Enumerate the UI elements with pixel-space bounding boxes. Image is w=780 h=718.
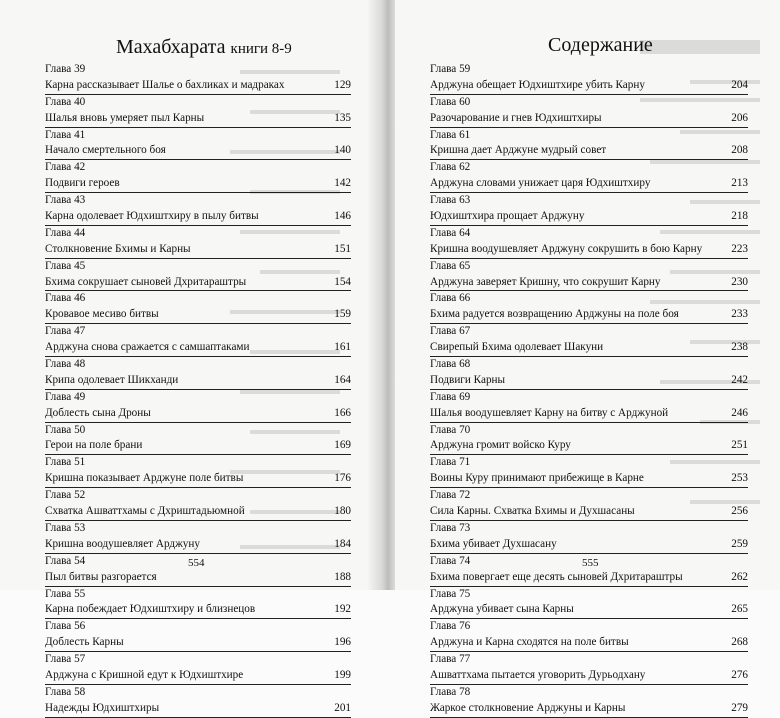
toc-chapter-heading: Глава 63 [430, 194, 471, 207]
toc-chapter-heading: Глава 50 [45, 423, 86, 436]
toc-entry-page: 265 [731, 603, 748, 616]
toc-entry [45, 209, 351, 226]
toc-entry-title: Крипа одолевает Шикханди [45, 373, 179, 386]
toc-entry [430, 111, 748, 128]
toc-entry-title: Герои на поле брани [45, 439, 143, 452]
toc-entry-title: Надежды Юдхиштхиры [45, 701, 160, 714]
toc-chapter-heading: Глава 65 [430, 259, 471, 272]
toc-chapter-heading: Глава 60 [430, 95, 471, 108]
right-page-title: Содержание [548, 34, 653, 56]
toc-entry-title: Юдхиштхира прощает Арджуну [430, 210, 585, 223]
toc-entry-page: 230 [731, 275, 748, 288]
toc-chapter-heading: Глава 51 [45, 456, 86, 469]
toc-entry [45, 471, 351, 488]
toc-entry [430, 242, 748, 259]
toc-chapter-heading: Глава 62 [430, 161, 471, 174]
toc-chapter-heading: Глава 44 [45, 226, 86, 239]
toc-entry [45, 373, 351, 390]
toc-chapter-heading: Глава 75 [430, 587, 471, 600]
toc-entry-page: 129 [334, 78, 351, 91]
toc-entry-title: Бхима радуется возвращению Арджуны на поле боя [430, 308, 679, 321]
toc-chapter-heading: Глава 41 [45, 128, 86, 141]
toc-entry-title: Доблесть сына Дроны [45, 406, 151, 419]
toc-chapter-heading: Глава 73 [430, 521, 471, 534]
toc-entry-title: Карна побеждает Юдхиштхиру и близнецов [45, 603, 256, 616]
toc-entry [430, 438, 748, 455]
toc-entry-page: 151 [334, 242, 351, 255]
toc-chapter-heading: Глава 74 [430, 554, 471, 567]
toc-entry-page: 192 [334, 603, 351, 616]
toc-chapter-heading: Глава 46 [45, 292, 86, 305]
toc-entry [430, 701, 748, 718]
toc-entry-title: Кришна показывает Арджуне поле битвы [45, 472, 244, 485]
toc-entry-page: 268 [731, 636, 748, 649]
toc-entry-title: Кришна воодушевляет Арджуну сокрушить в бою Карну [430, 242, 703, 255]
toc-entry-page: 196 [334, 636, 351, 649]
right-toc-list [430, 62, 748, 718]
toc-entry-page: 204 [731, 78, 748, 91]
toc-entry-page: 169 [334, 439, 351, 452]
toc-entry [45, 602, 351, 619]
toc-entry [45, 504, 351, 521]
toc-entry-title: Арджуна убивает сына Карны [430, 603, 574, 616]
toc-entry-title: Арджуна с Кришной едут к Юдхиштхире [45, 668, 244, 681]
toc-entry [45, 111, 351, 128]
toc-entry-page: 199 [334, 668, 351, 681]
toc-entry-page: 256 [731, 505, 748, 518]
toc-chapter-heading: Глава 48 [45, 358, 86, 371]
toc-entry-title: Арджуна громит войско Куру [430, 439, 571, 452]
toc-chapter-heading: Глава 72 [430, 489, 471, 502]
toc-entry [430, 307, 748, 324]
toc-entry-title: Шалья вновь умеряет пыл Карны [45, 111, 205, 124]
toc-entry-page: 262 [731, 570, 748, 583]
toc-entry [45, 307, 351, 324]
toc-entry-title: Арджуна снова сражается с самшаптаками [45, 341, 250, 354]
toc-entry-page: 276 [731, 668, 748, 681]
toc-entry-page: 142 [334, 177, 351, 190]
toc-chapter-heading: Глава 61 [430, 128, 471, 141]
toc-entry [45, 176, 351, 193]
toc-entry-page: 223 [731, 242, 748, 255]
toc-chapter-heading: Глава 49 [45, 390, 86, 403]
toc-entry [430, 406, 748, 423]
right-page [395, 0, 780, 714]
toc-chapter-heading: Глава 55 [45, 587, 86, 600]
toc-entry-title: Схватка Ашваттхамы с Дхриштадьюмной [45, 505, 245, 518]
toc-chapter-heading: Глава 76 [430, 620, 471, 633]
toc-chapter-heading: Глава 66 [430, 292, 471, 305]
toc-entry-page: 176 [334, 472, 351, 485]
toc-entry [430, 143, 748, 160]
toc-entry-title: Ашваттхама пытается уговорить Дурьодхану [430, 668, 646, 681]
toc-entry-title: Кришна воодушевляет Арджуну [45, 537, 200, 550]
toc-entry-page: 208 [731, 144, 748, 157]
toc-entry [430, 668, 748, 685]
toc-entry-title: Бхима повергает еще десять сыновей Дхритараштры [430, 570, 683, 583]
toc-entry [430, 78, 748, 95]
toc-entry-title: Сила Карны. Схватка Бхимы и Духшасаны [430, 505, 635, 518]
toc-entry-title: Бхима сокрушает сыновей Дхритараштры [45, 275, 247, 288]
toc-entry-page: 154 [334, 275, 351, 288]
toc-entry-page: 279 [731, 701, 748, 714]
toc-entry-title: Пыл битвы разгорается [45, 570, 157, 583]
toc-entry-title: Воины Куру принимают прибежище в Карне [430, 472, 644, 485]
toc-entry [430, 537, 748, 554]
toc-chapter-heading: Глава 57 [45, 653, 86, 666]
toc-entry [45, 275, 351, 292]
toc-chapter-heading: Глава 69 [430, 390, 471, 403]
toc-entry [430, 373, 748, 390]
toc-chapter-heading: Глава 52 [45, 489, 86, 502]
toc-entry-page: 242 [731, 373, 748, 386]
toc-entry-page: 184 [334, 537, 351, 550]
toc-entry-title: Кровавое месиво битвы [45, 308, 159, 321]
toc-entry-title: Жаркое столкновение Арджуны и Карны [430, 701, 626, 714]
toc-entry-title: Карна одолевает Юдхиштхиру в пылу битвы [45, 210, 259, 223]
toc-chapter-heading: Глава 56 [45, 620, 86, 633]
toc-entry-title: Арджуна обещает Юдхиштхире убить Карну [430, 78, 645, 91]
toc-entry-page: 161 [334, 341, 351, 354]
toc-chapter-heading: Глава 47 [45, 325, 86, 338]
left-toc-list [45, 62, 351, 718]
toc-entry-page: 253 [731, 472, 748, 485]
toc-chapter-heading: Глава 70 [430, 423, 471, 436]
toc-entry-title: Начало смертельного боя [45, 144, 166, 157]
toc-chapter-heading: Глава 39 [45, 63, 86, 75]
toc-entry-page: 213 [731, 177, 748, 190]
toc-entry-title: Подвиги Карны [430, 373, 506, 386]
toc-chapter-heading: Глава 58 [45, 685, 86, 698]
toc-chapter-heading: Глава 40 [45, 95, 86, 108]
toc-entry-title: Шалья воодушевляет Карну на битву с Арджуной [430, 406, 669, 419]
toc-entry-page: 164 [334, 373, 351, 386]
book-title: Махабхарата [116, 36, 226, 58]
toc-chapter-heading: Глава 53 [45, 521, 86, 534]
toc-entry [45, 635, 351, 652]
toc-entry-page: 180 [334, 505, 351, 518]
toc-entry-title: Свирепый Бхима одолевает Шакуни [430, 341, 604, 354]
toc-chapter-heading: Глава 77 [430, 653, 471, 666]
toc-entry [430, 504, 748, 521]
toc-chapter-heading: Глава 54 [45, 554, 86, 567]
toc-entry-page: 233 [731, 308, 748, 321]
toc-entry-title: Арджуна и Карна сходятся на поле битвы [430, 636, 629, 649]
toc-entry-title: Арджуна заверяет Кришну, что сокрушит Карну [430, 275, 661, 288]
toc-entry-page: 218 [731, 210, 748, 223]
toc-entry [430, 471, 748, 488]
toc-entry [430, 340, 748, 357]
toc-entry-title: Разочарование и гнев Юдхиштхиры [430, 111, 602, 124]
toc-entry [45, 78, 351, 95]
toc-chapter-heading: Глава 59 [430, 63, 471, 75]
toc-entry-title: Бхима убивает Духшасану [430, 537, 557, 550]
toc-entry-page: 140 [334, 144, 351, 157]
toc-chapter-heading: Глава 45 [45, 259, 86, 272]
toc-entry [430, 209, 748, 226]
toc-entry [45, 668, 351, 685]
toc-entry [430, 275, 748, 292]
toc-entry-page: 246 [731, 406, 748, 419]
toc-entry [45, 701, 351, 718]
toc-chapter-heading: Глава 78 [430, 685, 471, 698]
toc-entry-page: 238 [731, 341, 748, 354]
toc-chapter-heading: Глава 71 [430, 456, 471, 469]
toc-entry [45, 340, 351, 357]
toc-chapter-heading: Глава 42 [45, 161, 86, 174]
left-page [0, 0, 385, 714]
toc-entry [430, 176, 748, 193]
toc-entry-title: Столкновение Бхимы и Карны [45, 242, 191, 255]
toc-entry [430, 602, 748, 619]
toc-entry-page: 159 [334, 308, 351, 321]
toc-chapter-heading: Глава 64 [430, 226, 471, 239]
left-page-title [116, 36, 292, 59]
toc-entry-page: 251 [731, 439, 748, 452]
toc-entry-title: Арджуна словами унижает царя Юдхиштхиру [430, 177, 651, 190]
toc-entry-page: 206 [731, 111, 748, 124]
toc-entry [45, 537, 351, 554]
toc-entry-title: Доблесть Карны [45, 636, 124, 649]
toc-entry [45, 438, 351, 455]
toc-entry-page: 188 [334, 570, 351, 583]
right-page-number: 555 [582, 557, 599, 569]
toc-entry-title: Карна рассказывает Шалье о бахликах и мадраках [45, 78, 285, 91]
toc-entry-page: 166 [334, 406, 351, 419]
toc-entry [45, 406, 351, 423]
toc-chapter-heading: Глава 67 [430, 325, 471, 338]
toc-entry-title: Подвиги героев [45, 177, 120, 190]
toc-entry [45, 143, 351, 160]
toc-entry-page: 201 [334, 701, 351, 714]
left-page-number: 554 [188, 557, 205, 569]
toc-entry [45, 242, 351, 259]
toc-chapter-heading: Глава 68 [430, 358, 471, 371]
toc-chapter-heading: Глава 43 [45, 194, 86, 207]
toc-entry [430, 635, 748, 652]
toc-entry-page: 135 [334, 111, 351, 124]
book-subtitle: книги 8-9 [230, 41, 292, 57]
toc-entry-page: 259 [731, 537, 748, 550]
toc-entry [430, 570, 748, 587]
toc-entry-page: 146 [334, 210, 351, 223]
toc-entry [45, 570, 351, 587]
toc-entry-title: Кришна дает Арджуне мудрый совет [430, 144, 607, 157]
